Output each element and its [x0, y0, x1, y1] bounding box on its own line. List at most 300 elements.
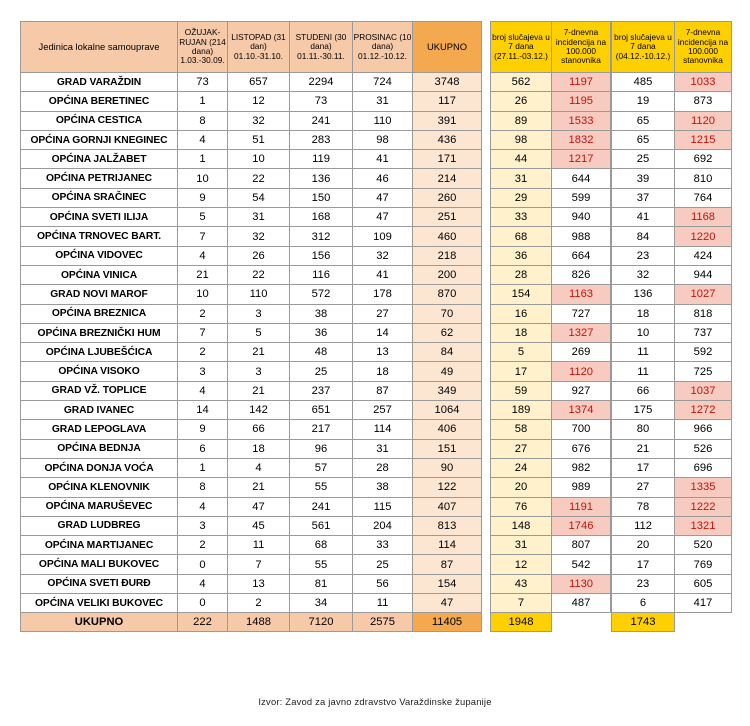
- cases-week2: 10: [612, 323, 675, 342]
- cases-total: 171: [413, 150, 482, 169]
- cases-total: 436: [413, 130, 482, 149]
- cases-week2: 11: [612, 343, 675, 362]
- incidence-week1: 1197: [552, 73, 611, 92]
- cases-oct: 657: [228, 73, 290, 92]
- table-row: [21, 246, 611, 265]
- cases-total: 1064: [413, 401, 482, 420]
- cases-dec: 11: [353, 594, 413, 613]
- table-row: [612, 497, 732, 516]
- table-row: [612, 574, 732, 593]
- table-row: [612, 323, 732, 342]
- cases-total: 117: [413, 92, 482, 111]
- cases-mar-sep: 4: [178, 574, 228, 593]
- cases-nov: 73: [290, 92, 353, 111]
- cases-week2: 78: [612, 497, 675, 516]
- week2-table: [611, 21, 732, 632]
- cases-oct: 10: [228, 150, 290, 169]
- cases-dec: 41: [353, 150, 413, 169]
- table-row: [612, 362, 732, 381]
- table-row: [612, 73, 732, 92]
- cases-week2: 65: [612, 111, 675, 130]
- header-sep: OŽUJAK-RUJAN (214 dana) 1.03.-30.09.: [178, 22, 228, 73]
- cases-week2: 80: [612, 420, 675, 439]
- header-unit: Jedinica lokalne samouprave: [21, 22, 178, 73]
- cases-nov: 68: [290, 536, 353, 555]
- incidence-week2: 725: [675, 362, 732, 381]
- cases-total: 47: [413, 594, 482, 613]
- cases-oct: 12: [228, 92, 290, 111]
- cases-nov: 38: [290, 304, 353, 323]
- cases-oct: 142: [228, 401, 290, 420]
- cases-week1: 43: [491, 574, 552, 593]
- cases-mar-sep: 4: [178, 246, 228, 265]
- unit-name: OPĆINA PETRIJANEC: [21, 169, 178, 188]
- unit-name: OPĆINA MARTIJANEC: [21, 536, 178, 555]
- incidence-week2: 769: [675, 555, 732, 574]
- cases-week2: 112: [612, 516, 675, 535]
- incidence-week1: 1217: [552, 150, 611, 169]
- incidence-week1: 982: [552, 458, 611, 477]
- incidence-week1: 664: [552, 246, 611, 265]
- cases-oct: 22: [228, 169, 290, 188]
- incidence-week1: 927: [552, 381, 611, 400]
- incidence-week2: 1027: [675, 285, 732, 304]
- cases-mar-sep: 4: [178, 497, 228, 516]
- incidence-week1: 1191: [552, 497, 611, 516]
- table-row: [612, 439, 732, 458]
- unit-name: OPĆINA VINICA: [21, 265, 178, 284]
- table-row: [21, 497, 611, 516]
- unit-name: GRAD VŽ. TOPLICE: [21, 381, 178, 400]
- cases-dec: 98: [353, 130, 413, 149]
- cases-mar-sep: 3: [178, 362, 228, 381]
- cases-total: 214: [413, 169, 482, 188]
- cases-week2: 23: [612, 574, 675, 593]
- table-row: [612, 130, 732, 149]
- cases-oct: 21: [228, 343, 290, 362]
- cases-total: 154: [413, 574, 482, 593]
- cases-total: 70: [413, 304, 482, 323]
- cases-dec: 47: [353, 188, 413, 207]
- cases-mar-sep: 8: [178, 478, 228, 497]
- column-gap: [482, 574, 491, 593]
- cases-week2: 27: [612, 478, 675, 497]
- cases-total: 62: [413, 323, 482, 342]
- cases-table: [20, 21, 611, 632]
- cases-nov: 136: [290, 169, 353, 188]
- table-row: [21, 594, 611, 613]
- unit-name: OPĆINA SVETI ILIJA: [21, 208, 178, 227]
- cases-mar-sep: 4: [178, 130, 228, 149]
- cases-week2: 485: [612, 73, 675, 92]
- cases-mar-sep: 10: [178, 169, 228, 188]
- cases-total: 870: [413, 285, 482, 304]
- table-row: [612, 111, 732, 130]
- totals-row: [21, 613, 611, 632]
- table-row: [21, 516, 611, 535]
- unit-name: GRAD VARAŽDIN: [21, 73, 178, 92]
- cases-oct: 3: [228, 362, 290, 381]
- cases-oct: 3: [228, 304, 290, 323]
- table-row: [612, 458, 732, 477]
- cases-week2: 39: [612, 169, 675, 188]
- cases-nov: 651: [290, 401, 353, 420]
- table-row: [21, 401, 611, 420]
- incidence-week2: 1220: [675, 227, 732, 246]
- cases-week1: 36: [491, 246, 552, 265]
- unit-name: OPĆINA CESTICA: [21, 111, 178, 130]
- incidence-week1: 542: [552, 555, 611, 574]
- table-row: [21, 265, 611, 284]
- cases-week1: 27: [491, 439, 552, 458]
- cases-mar-sep: 2: [178, 304, 228, 323]
- cases-mar-sep: 9: [178, 420, 228, 439]
- cases-mar-sep: 1: [178, 92, 228, 111]
- cases-week1: 31: [491, 169, 552, 188]
- cases-oct: 4: [228, 458, 290, 477]
- table-row: [21, 188, 611, 207]
- unit-name: OPĆINA LJUBEŠĆICA: [21, 343, 178, 362]
- table-row: [21, 73, 611, 92]
- unit-name: OPĆINA MARUŠEVEC: [21, 497, 178, 516]
- table-row: [21, 227, 611, 246]
- cases-mar-sep: 2: [178, 536, 228, 555]
- table-row: [612, 478, 732, 497]
- table-row: [21, 420, 611, 439]
- cases-oct: 66: [228, 420, 290, 439]
- cases-week1: 148: [491, 516, 552, 535]
- cases-nov: 150: [290, 188, 353, 207]
- incidence-week1: 1374: [552, 401, 611, 420]
- incidence-week2: 605: [675, 574, 732, 593]
- cases-week2: 84: [612, 227, 675, 246]
- incidence-week2: 1168: [675, 208, 732, 227]
- incidence-week2: 1222: [675, 497, 732, 516]
- table-row: [612, 169, 732, 188]
- empty-cell: [675, 613, 732, 632]
- table-row: [21, 478, 611, 497]
- total-oct: 1488: [228, 613, 290, 632]
- header-total: UKUPNO: [413, 22, 482, 73]
- cases-total: 406: [413, 420, 482, 439]
- column-gap: [482, 439, 491, 458]
- cases-nov: 55: [290, 555, 353, 574]
- cases-dec: 14: [353, 323, 413, 342]
- incidence-week2: 692: [675, 150, 732, 169]
- incidence-week2: 764: [675, 188, 732, 207]
- incidence-week2: 417: [675, 594, 732, 613]
- unit-name: OPĆINA GORNJI KNEGINEC: [21, 130, 178, 149]
- cases-oct: 110: [228, 285, 290, 304]
- unit-name: OPĆINA BERETINEC: [21, 92, 178, 111]
- header-row: [21, 22, 611, 73]
- unit-name: OPĆINA BEDNJA: [21, 439, 178, 458]
- cases-total: 3748: [413, 73, 482, 92]
- incidence-week2: 1215: [675, 130, 732, 149]
- cases-nov: 36: [290, 323, 353, 342]
- incidence-week2: 944: [675, 265, 732, 284]
- cases-week1: 5: [491, 343, 552, 362]
- cases-week1: 59: [491, 381, 552, 400]
- cases-nov: 241: [290, 497, 353, 516]
- column-gap: [482, 555, 491, 574]
- table-row: [612, 381, 732, 400]
- cases-week1: 7: [491, 594, 552, 613]
- total-nov: 7120: [290, 613, 353, 632]
- unit-name: OPĆINA BREZNIČKI HUM: [21, 323, 178, 342]
- cases-dec: 28: [353, 458, 413, 477]
- column-gap: [482, 613, 491, 632]
- incidence-week1: 826: [552, 265, 611, 284]
- header-incidence-week2: 7-dnevna incidencija na 100.000 stanovnika: [675, 22, 732, 73]
- incidence-week1: 807: [552, 536, 611, 555]
- cases-mar-sep: 21: [178, 265, 228, 284]
- unit-name: OPĆINA TRNOVEC BART.: [21, 227, 178, 246]
- column-gap: [482, 111, 491, 130]
- cases-dec: 257: [353, 401, 413, 420]
- incidence-week2: 810: [675, 169, 732, 188]
- cases-dec: 204: [353, 516, 413, 535]
- cases-total: 391: [413, 111, 482, 130]
- cases-dec: 32: [353, 246, 413, 265]
- cases-week1: 98: [491, 130, 552, 149]
- unit-name: OPĆINA SRAČINEC: [21, 188, 178, 207]
- unit-name: GRAD LUDBREG: [21, 516, 178, 535]
- cases-week1: 18: [491, 323, 552, 342]
- table-row: [21, 555, 611, 574]
- cases-dec: 31: [353, 439, 413, 458]
- cases-week1: 20: [491, 478, 552, 497]
- cases-week2: 37: [612, 188, 675, 207]
- table-row: [21, 304, 611, 323]
- incidence-week2: 696: [675, 458, 732, 477]
- table-row: [612, 555, 732, 574]
- cases-week1: 58: [491, 420, 552, 439]
- cases-week1: 31: [491, 536, 552, 555]
- source-note: Izvor: Zavod za javno zdravstvo Varaždinske županije: [258, 696, 492, 707]
- cases-nov: 168: [290, 208, 353, 227]
- cases-oct: 32: [228, 111, 290, 130]
- column-gap: [482, 458, 491, 477]
- cases-week2: 18: [612, 304, 675, 323]
- table-row: [612, 227, 732, 246]
- cases-total: 114: [413, 536, 482, 555]
- incidence-week1: 599: [552, 188, 611, 207]
- incidence-week2: 737: [675, 323, 732, 342]
- cases-week2: 19: [612, 92, 675, 111]
- cases-dec: 46: [353, 169, 413, 188]
- cases-week1: 16: [491, 304, 552, 323]
- column-gap: [482, 246, 491, 265]
- total-cases-week2: 1743: [612, 613, 675, 632]
- column-gap: [482, 265, 491, 284]
- cases-total: 260: [413, 188, 482, 207]
- incidence-week2: 966: [675, 420, 732, 439]
- cases-dec: 41: [353, 265, 413, 284]
- column-gap: [482, 188, 491, 207]
- table-row: [612, 150, 732, 169]
- cases-nov: 283: [290, 130, 353, 149]
- column-gap: [482, 401, 491, 420]
- cases-mar-sep: 4: [178, 381, 228, 400]
- table-row: [612, 516, 732, 535]
- incidence-week2: 520: [675, 536, 732, 555]
- incidence-week2: 1033: [675, 73, 732, 92]
- column-gap: [482, 227, 491, 246]
- cases-week1: 562: [491, 73, 552, 92]
- cases-week2: 11: [612, 362, 675, 381]
- cases-mar-sep: 1: [178, 150, 228, 169]
- cases-week1: 28: [491, 265, 552, 284]
- incidence-week2: 424: [675, 246, 732, 265]
- unit-name: OPĆINA JALŽABET: [21, 150, 178, 169]
- incidence-week1: 727: [552, 304, 611, 323]
- table-row: [21, 285, 611, 304]
- table-row: [21, 111, 611, 130]
- total-dec: 2575: [353, 613, 413, 632]
- cases-week2: 136: [612, 285, 675, 304]
- cases-total: 349: [413, 381, 482, 400]
- table-row: [612, 285, 732, 304]
- cases-week1: 29: [491, 188, 552, 207]
- table-row: [21, 169, 611, 188]
- cases-oct: 31: [228, 208, 290, 227]
- incidence-week2: 1272: [675, 401, 732, 420]
- totals-label: UKUPNO: [21, 613, 178, 632]
- column-gap: [482, 362, 491, 381]
- table-row: [612, 536, 732, 555]
- cases-nov: 119: [290, 150, 353, 169]
- cases-total: 151: [413, 439, 482, 458]
- cases-oct: 45: [228, 516, 290, 535]
- cases-total: 90: [413, 458, 482, 477]
- cases-dec: 13: [353, 343, 413, 362]
- cases-oct: 18: [228, 439, 290, 458]
- incidence-week1: 644: [552, 169, 611, 188]
- incidence-week2: 526: [675, 439, 732, 458]
- cases-dec: 178: [353, 285, 413, 304]
- unit-name: OPĆINA VIDOVEC: [21, 246, 178, 265]
- table-row: [21, 150, 611, 169]
- cases-total: 813: [413, 516, 482, 535]
- unit-name: OPĆINA KLENOVNIK: [21, 478, 178, 497]
- unit-name: GRAD IVANEC: [21, 401, 178, 420]
- cases-week1: 76: [491, 497, 552, 516]
- table-row: [612, 188, 732, 207]
- cases-nov: 2294: [290, 73, 353, 92]
- unit-name: OPĆINA DONJA VOĆA: [21, 458, 178, 477]
- cases-mar-sep: 7: [178, 227, 228, 246]
- cases-week2: 20: [612, 536, 675, 555]
- cases-week2: 41: [612, 208, 675, 227]
- cases-dec: 56: [353, 574, 413, 593]
- cases-nov: 81: [290, 574, 353, 593]
- cases-nov: 116: [290, 265, 353, 284]
- incidence-week1: 487: [552, 594, 611, 613]
- incidence-week1: 988: [552, 227, 611, 246]
- cases-mar-sep: 7: [178, 323, 228, 342]
- cases-total: 407: [413, 497, 482, 516]
- empty-cell: [552, 613, 611, 632]
- cases-mar-sep: 9: [178, 188, 228, 207]
- table-row: [612, 401, 732, 420]
- cases-nov: 25: [290, 362, 353, 381]
- table-row: [21, 439, 611, 458]
- table-row: [612, 92, 732, 111]
- column-gap: [482, 516, 491, 535]
- column-gap: [482, 208, 491, 227]
- cases-week2: 25: [612, 150, 675, 169]
- cases-oct: 11: [228, 536, 290, 555]
- cases-oct: 21: [228, 478, 290, 497]
- cases-mar-sep: 2: [178, 343, 228, 362]
- incidence-week2: 1120: [675, 111, 732, 130]
- column-gap: [482, 381, 491, 400]
- cases-total: 87: [413, 555, 482, 574]
- table-row: [21, 323, 611, 342]
- cases-dec: 38: [353, 478, 413, 497]
- table-row: [612, 343, 732, 362]
- cases-oct: 47: [228, 497, 290, 516]
- column-gap: [482, 73, 491, 92]
- column-gap: [482, 478, 491, 497]
- incidence-week1: 1163: [552, 285, 611, 304]
- cases-dec: 110: [353, 111, 413, 130]
- cases-mar-sep: 10: [178, 285, 228, 304]
- column-gap: [482, 130, 491, 149]
- table-row: [612, 265, 732, 284]
- table-row: [612, 304, 732, 323]
- week2-header-row: [612, 22, 732, 73]
- cases-mar-sep: 0: [178, 594, 228, 613]
- column-gap: [482, 343, 491, 362]
- table-row: [612, 594, 732, 613]
- cases-nov: 48: [290, 343, 353, 362]
- table-row: [21, 381, 611, 400]
- cases-nov: 156: [290, 246, 353, 265]
- cases-week2: 6: [612, 594, 675, 613]
- cases-oct: 5: [228, 323, 290, 342]
- cases-nov: 241: [290, 111, 353, 130]
- cases-mar-sep: 5: [178, 208, 228, 227]
- cases-mar-sep: 73: [178, 73, 228, 92]
- cases-oct: 13: [228, 574, 290, 593]
- total-cases-week1: 1948: [491, 613, 552, 632]
- table-row: [21, 362, 611, 381]
- incidence-week2: 873: [675, 92, 732, 111]
- incidence-week1: 1746: [552, 516, 611, 535]
- cases-nov: 237: [290, 381, 353, 400]
- cases-mar-sep: 0: [178, 555, 228, 574]
- cases-week2: 17: [612, 458, 675, 477]
- cases-week1: 17: [491, 362, 552, 381]
- cases-total: 122: [413, 478, 482, 497]
- cases-total: 49: [413, 362, 482, 381]
- header-cases-week1: broj slučajeva u 7 dana (27.11.-03.12.): [491, 22, 552, 73]
- table-row: [21, 536, 611, 555]
- unit-name: OPĆINA VISOKO: [21, 362, 178, 381]
- cases-oct: 51: [228, 130, 290, 149]
- cases-total: 200: [413, 265, 482, 284]
- unit-name: GRAD NOVI MAROF: [21, 285, 178, 304]
- header-incidence-week1: 7-dnevna incidencija na 100.000 stanovnika: [552, 22, 611, 73]
- header-oct: LISTOPAD (31 dan) 01.10.-31.10.: [228, 22, 290, 73]
- cases-mar-sep: 1: [178, 458, 228, 477]
- cases-total: 218: [413, 246, 482, 265]
- incidence-week2: 818: [675, 304, 732, 323]
- incidence-week1: 1120: [552, 362, 611, 381]
- column-gap: [482, 304, 491, 323]
